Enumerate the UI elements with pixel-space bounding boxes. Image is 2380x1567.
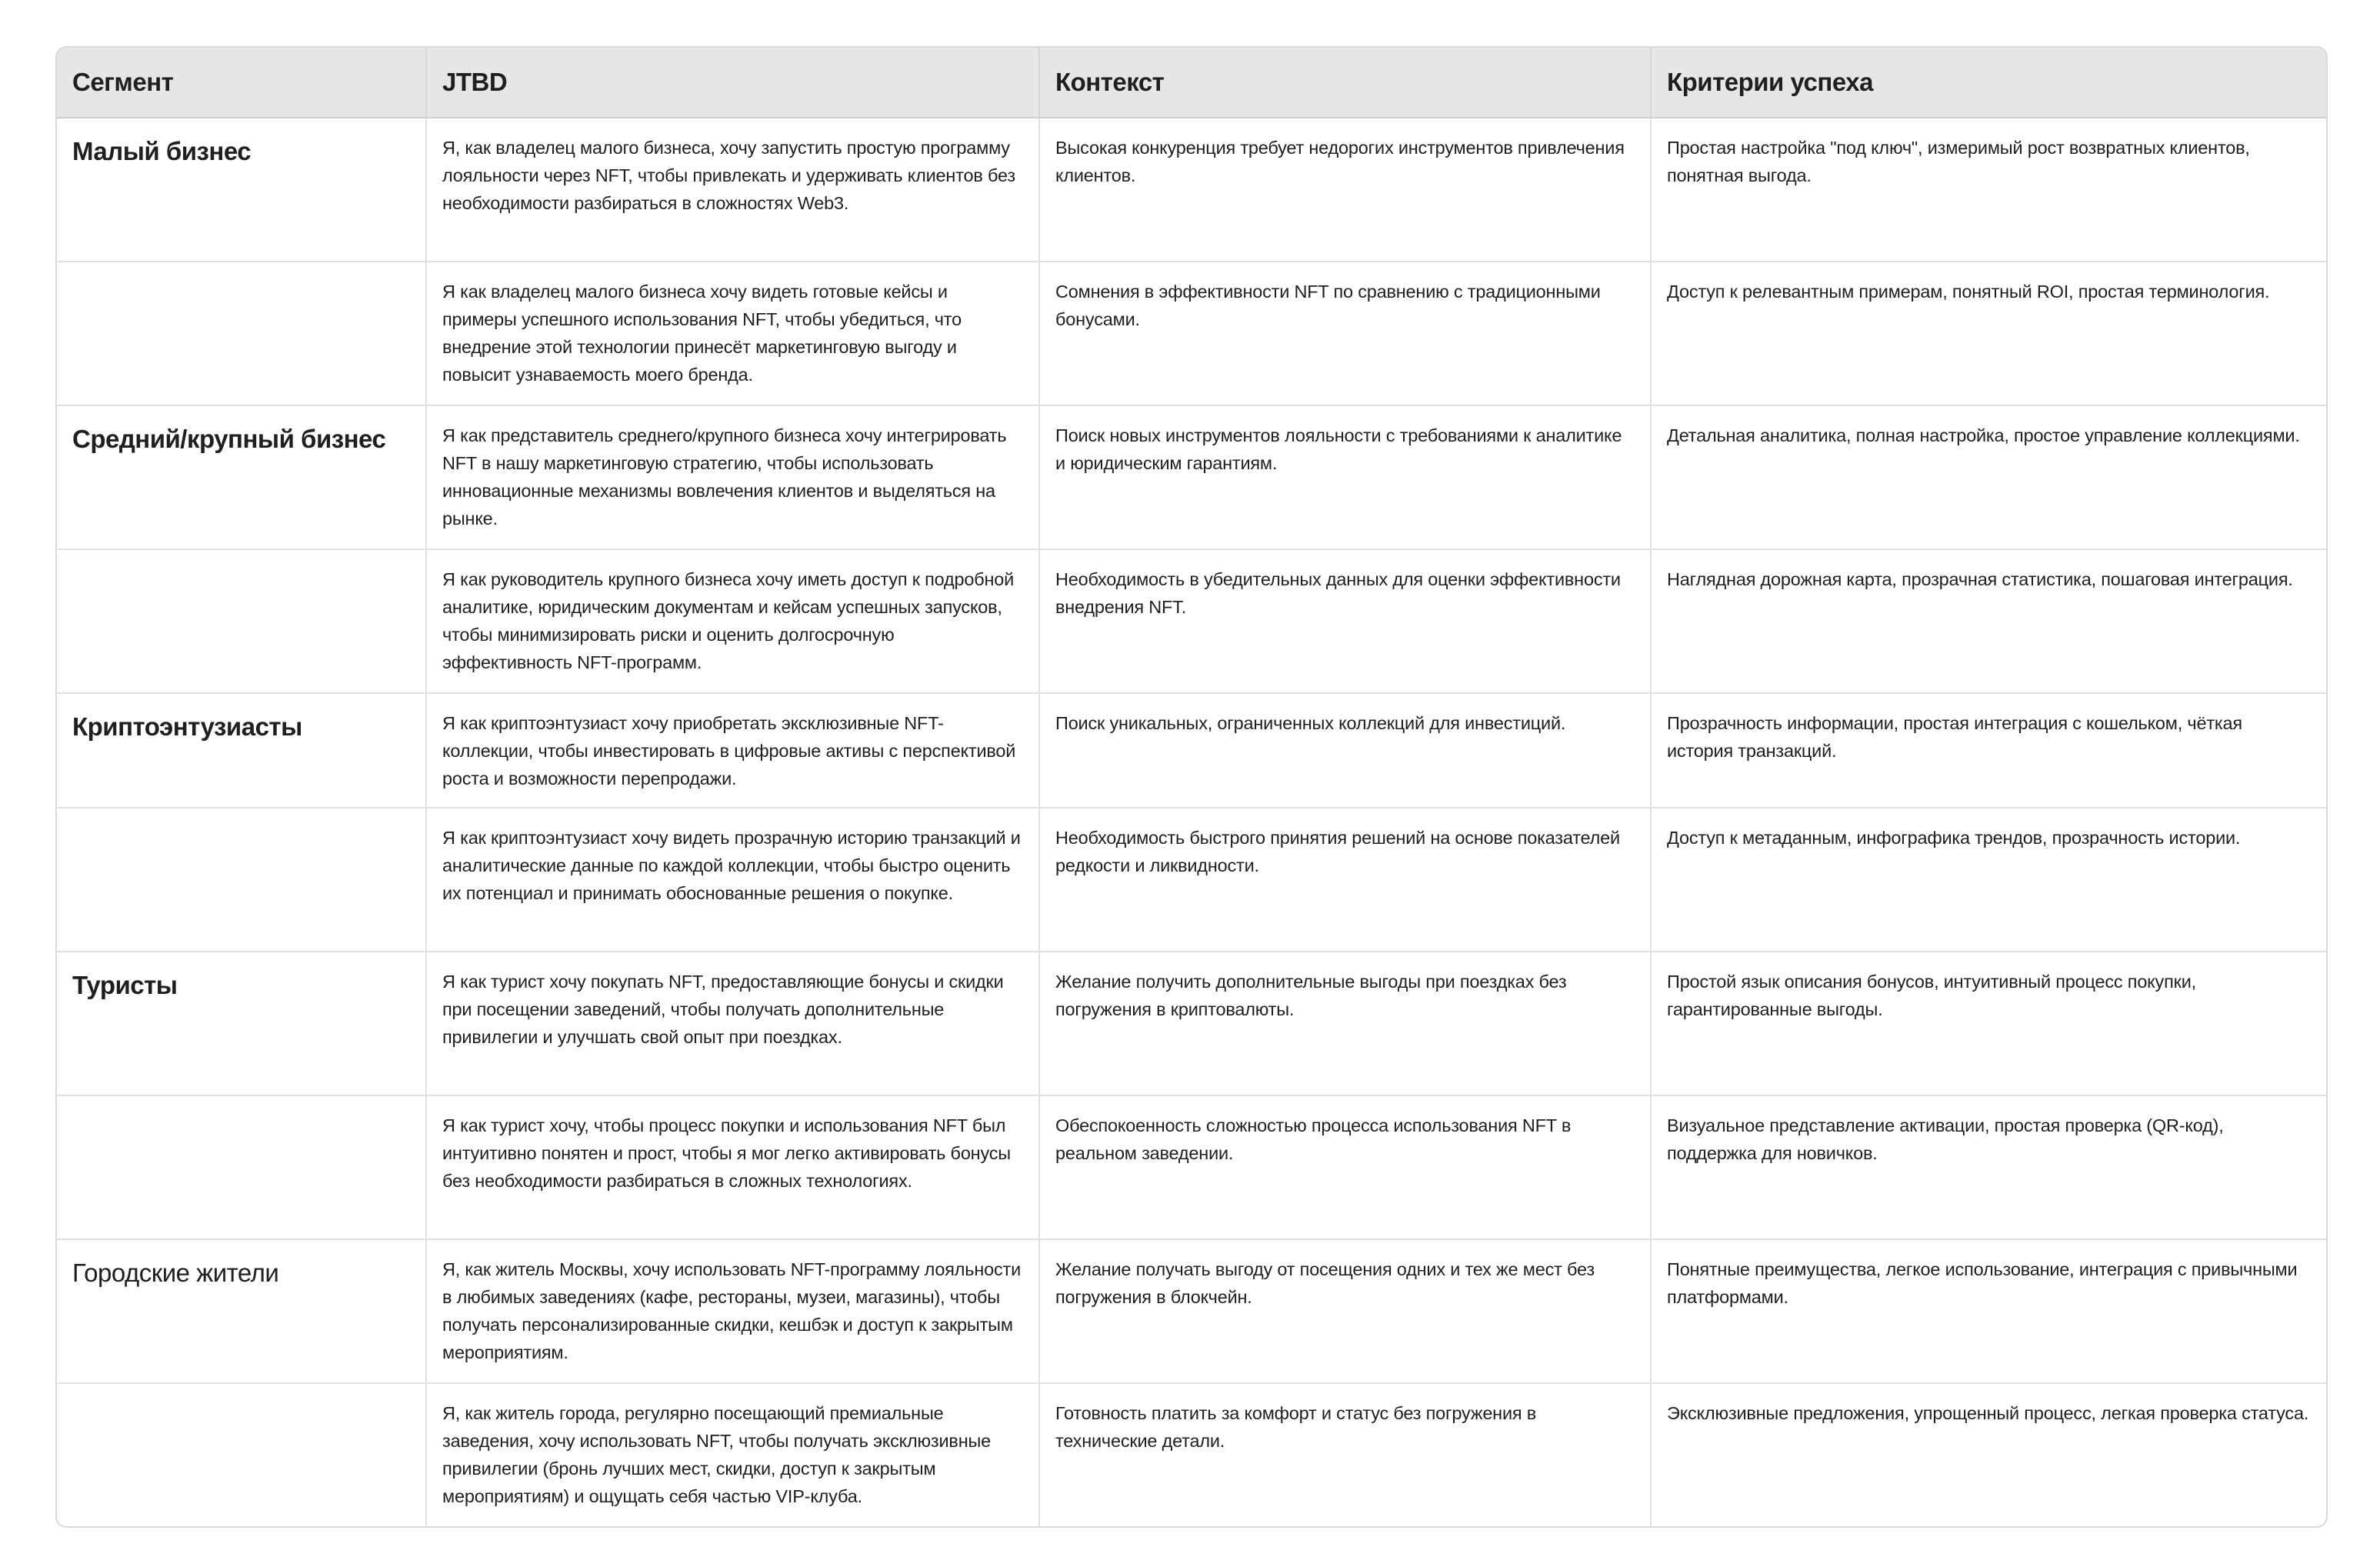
jtbd-cell: Я как криптоэнтузиаст хочу видеть прозрачную историю транзакций и аналитические данные по каждой коллекции, чтобы быстро оценить их потенциал и принимать обоснованные решения о покупке. — [426, 808, 1039, 952]
jtbd-cell: Я как руководитель крупного бизнеса хочу иметь доступ к подробной аналитике, юридическим документам и кейсам успешных запусков, чтобы минимизировать риски и оценить долгосрочную эффективность NFT-программ. — [426, 549, 1039, 693]
jtbd-table-container — [55, 46, 2328, 1528]
criteria-cell: Прозрачность информации, простая интеграция с кошельком, чёткая история транзакций. — [1651, 693, 2326, 808]
criteria-cell: Визуальное представление активации, простая проверка (QR-код), поддержка для новичков. — [1651, 1095, 2326, 1239]
criteria-cell: Доступ к релевантным примерам, понятный ROI, простая терминология. — [1651, 262, 2326, 405]
criteria-cell: Детальная аналитика, полная настройка, простое управление коллекциями. — [1651, 405, 2326, 549]
table-row — [57, 262, 2326, 405]
segment-cell — [57, 262, 426, 405]
table-row — [57, 808, 2326, 952]
segment-cell: Малый бизнес — [57, 118, 426, 262]
jtbd-cell: Я как турист хочу покупать NFT, предоставляющие бонусы и скидки при посещении заведений, чтобы получать дополнительные привилегии и улучшать свой опыт при поездках. — [426, 952, 1039, 1095]
context-cell: Поиск уникальных, ограниченных коллекций для инвестиций. — [1039, 693, 1651, 808]
segment-cell: Городские жители — [57, 1239, 426, 1383]
criteria-cell: Доступ к метаданным, инфографика трендов, прозрачность истории. — [1651, 808, 2326, 952]
context-cell: Необходимость в убедительных данных для оценки эффективности внедрения NFT. — [1039, 549, 1651, 693]
table-row — [57, 405, 2326, 549]
segment-cell: Туристы — [57, 952, 426, 1095]
table-row — [57, 1095, 2326, 1239]
table-header-row — [57, 48, 2326, 118]
jtbd-cell: Я, как владелец малого бизнеса, хочу запустить простую программу лояльности через NFT, чтобы привлекать и удерживать клиентов без необходимости разбираться в сложностях Web3. — [426, 118, 1039, 262]
header-jtbd: JTBD — [426, 48, 1039, 118]
jtbd-cell: Я, как житель города, регулярно посещающий премиальные заведения, хочу использовать NFT, чтобы получать эксклюзивные привилегии (бронь лучших мест, скидки, доступ к закрытым мероприятиям) и ощущать себя частью VIP-клуба. — [426, 1383, 1039, 1526]
segment-cell — [57, 1383, 426, 1526]
table-row — [57, 952, 2326, 1095]
context-cell: Сомнения в эффективности NFT по сравнению с традиционными бонусами. — [1039, 262, 1651, 405]
segment-cell: Криптоэнтузиасты — [57, 693, 426, 808]
segment-cell — [57, 1095, 426, 1239]
header-criteria: Критерии успеха — [1651, 48, 2326, 118]
table-row — [57, 118, 2326, 262]
jtbd-cell: Я как владелец малого бизнеса хочу видеть готовые кейсы и примеры успешного использования NFT, чтобы убедиться, что внедрение этой технологии принесёт маркетинговую выгоду и повысит узнаваемость моего бренда. — [426, 262, 1039, 405]
jtbd-table — [57, 48, 2326, 1526]
header-segment: Сегмент — [57, 48, 426, 118]
criteria-cell: Эксклюзивные предложения, упрощенный процесс, легкая проверка статуса. — [1667, 1403, 2309, 1423]
context-cell: Поиск новых инструментов лояльности с требованиями к аналитике и юридическим гарантиям. — [1039, 405, 1651, 549]
table-row — [57, 1383, 2326, 1526]
criteria-cell: Наглядная дорожная карта, прозрачная статистика, пошаговая интеграция. — [1651, 549, 2326, 693]
context-cell: Необходимость быстрого принятия решений на основе показателей редкости и ликвидности. — [1039, 808, 1651, 952]
table-row — [57, 693, 2326, 808]
context-cell: Высокая конкуренция требует недорогих инструментов привлечения клиентов. — [1039, 118, 1651, 262]
segment-cell — [57, 549, 426, 693]
jtbd-cell: Я как турист хочу, чтобы процесс покупки и использования NFT был интуитивно понятен и прост, чтобы я мог легко активировать бонусы без необходимости разбираться в сложных технологиях. — [426, 1095, 1039, 1239]
segment-cell — [57, 808, 426, 952]
jtbd-cell: Я как представитель среднего/крупного бизнеса хочу интегрировать NFT в нашу маркетинговую стратегию, чтобы использовать инновационные механизмы вовлечения клиентов и выделяться на рынке. — [426, 405, 1039, 549]
context-cell: Желание получать выгоду от посещения одних и тех же мест без погружения в блокчейн. — [1039, 1239, 1651, 1383]
criteria-cell: Простой язык описания бонусов, интуитивный процесс покупки, гарантированные выгоды. — [1651, 952, 2326, 1095]
context-cell: Желание получить дополнительные выгоды при поездках без погружения в криптовалюты. — [1039, 952, 1651, 1095]
criteria-cell: Понятные преимущества, легкое использование, интеграция с привычными платформами. — [1651, 1239, 2326, 1383]
jtbd-cell: Я, как житель Москвы, хочу использовать NFT-программу лояльности в любимых заведениях (кафе, рестораны, музеи, магазины), чтобы получать персонализированные скидки, кешбэк и доступ к закрытым мероприятиям. — [426, 1239, 1039, 1383]
table-row — [57, 1239, 2326, 1383]
criteria-cell: Простая настройка "под ключ", измеримый рост возвратных клиентов, понятная выгода. — [1651, 118, 2326, 262]
jtbd-cell: Я как криптоэнтузиаст хочу приобретать эксклюзивные NFT-коллекции, чтобы инвестировать в цифровые активы с перспективой роста и возможности перепродажи. — [426, 693, 1039, 808]
table-row — [57, 549, 2326, 693]
segment-cell: Средний/крупный бизнес — [57, 405, 426, 549]
context-cell: Обеспокоенность сложностью процесса использования NFT в реальном заведении. — [1039, 1095, 1651, 1239]
header-context: Контекст — [1039, 48, 1651, 118]
context-cell: Готовность платить за комфорт и статус без погружения в технические детали. — [1039, 1383, 1651, 1526]
